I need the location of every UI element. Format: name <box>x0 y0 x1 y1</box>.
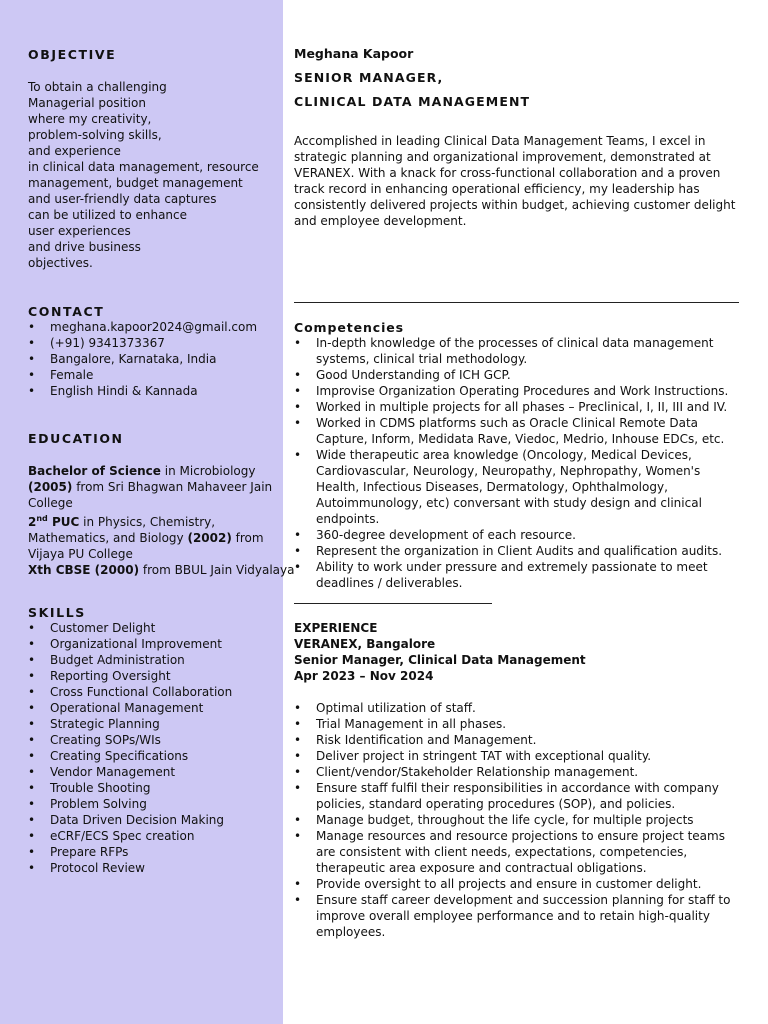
objective-line: user experiences <box>28 224 131 238</box>
contact-languages: • English Hindi & Kannada <box>28 383 257 399</box>
experience-section <box>294 620 744 684</box>
experience-item: • Ensure staff career development and succession planning for staff to improve overall employee performance and to retain high-quality employees. <box>294 892 742 940</box>
experience-item: • Deliver project in stringent TAT with exceptional quality. <box>294 748 742 764</box>
education-degree-2: 2nd PUC in Physics, Chemistry, <box>28 514 216 529</box>
sidebar <box>0 0 295 1024</box>
objective-line: and experience <box>28 144 121 158</box>
objective-line: Managerial position <box>28 96 146 110</box>
skill-item: • Creating Specifications <box>28 748 232 764</box>
objective-line: To obtain a challenging <box>28 80 167 94</box>
skills-section <box>28 605 86 620</box>
skill-item: • eCRF/ECS Spec creation <box>28 828 232 844</box>
competency-item: • Ability to work under pressure and extremely passionate to meet deadlines / deliverables. <box>294 559 742 591</box>
competency-item: • In-depth knowledge of the processes of clinical data management systems, clinical trial methodology. <box>294 335 742 367</box>
objective-line: management, budget management <box>28 176 243 190</box>
objective-title: OBJECTIVE <box>28 47 117 62</box>
divider <box>294 302 739 303</box>
education-degree-1: Bachelor of Science in Microbiology <box>28 464 256 478</box>
experience-item: • Risk Identification and Management. <box>294 732 742 748</box>
skill-item: • Creating SOPs/WIs <box>28 732 232 748</box>
contact-phone[interactable]: • (+91) 9341373367 <box>28 335 257 351</box>
experience-item: • Optimal utilization of staff. <box>294 700 742 716</box>
contact-title: CONTACT <box>28 304 105 319</box>
competency-item: • Worked in multiple projects for all phases – Preclinical, I, II, III and IV. <box>294 399 742 415</box>
contact-email[interactable]: • meghana.kapoor2024@gmail.com <box>28 319 257 335</box>
education-list <box>28 463 295 578</box>
job-title-line-2: CLINICAL DATA MANAGEMENT <box>294 94 531 109</box>
competency-item: • 360-degree development of each resource. <box>294 527 742 543</box>
objective-line: problem-solving skills, <box>28 128 162 142</box>
education-title: EDUCATION <box>28 431 124 446</box>
skill-item: • Trouble Shooting <box>28 780 232 796</box>
objective-line: and user-friendly data captures <box>28 192 217 206</box>
education-degree-3: Xth CBSE (2000) from BBUL Jain Vidyalaya <box>28 563 295 577</box>
education-degree-2-line3: Vijaya PU College <box>28 547 133 561</box>
contact-gender: • Female <box>28 367 257 383</box>
experience-item: • Client/vendor/Stakeholder Relationship management. <box>294 764 742 780</box>
objective-line: and drive business <box>28 240 141 254</box>
skill-item: • Cross Functional Collaboration <box>28 684 232 700</box>
experience-company: VERANEX, Bangalore <box>294 637 436 651</box>
skill-item: • Vendor Management <box>28 764 232 780</box>
divider <box>294 603 492 604</box>
objective-section <box>28 47 116 62</box>
experience-item: • Trial Management in all phases. <box>294 716 742 732</box>
education-section <box>28 431 124 446</box>
skill-item: • Reporting Oversight <box>28 668 232 684</box>
summary-paragraph: Accomplished in leading Clinical Data Management Teams, I excel in strategic planning and organizational improvement, demonstrated at VERANEX. With a knack for cross-functional collaboration and a proven track record in enhancing operational efficiency, my leadership has consistently delivered projects within budget, achieving customer delight and employee development. <box>294 134 736 228</box>
education-degree-1-line3: College <box>28 496 73 510</box>
skill-item: • Prepare RFPs <box>28 844 232 860</box>
competency-item: • Wide therapeutic area knowledge (Oncology, Medical Devices, Cardiovascular, Neurology, Neuropathy, Nephropathy, Women's Health, Infectious Diseases, Dermatology, Ophthalmology, Autoimmunology, etc) conversant with study design and clinical endpoints. <box>294 447 742 527</box>
contact-list <box>28 319 257 399</box>
objective-line: in clinical data management, resource <box>28 160 259 174</box>
contact-section <box>28 304 104 319</box>
competency-item: • Improvise Organization Operating Procedures and Work Instructions. <box>294 383 742 399</box>
competency-item: • Good Understanding of ICH GCP. <box>294 367 742 383</box>
objective-line: objectives. <box>28 256 93 270</box>
experience-item: • Manage resources and resource projections to ensure project teams are consistent with client needs, expectations, competencies, therapeutic area exposure and contractual obligations. <box>294 828 742 876</box>
skill-item: • Data Driven Decision Making <box>28 812 232 828</box>
experience-item: • Manage budget, throughout the life cycle, for multiple projects <box>294 812 742 828</box>
skill-item: • Customer Delight <box>28 620 232 636</box>
experience-item: • Ensure staff fulfil their responsibilities in accordance with company policies, standard operating procedures (SOP), and policies. <box>294 780 742 812</box>
skill-item: • Organizational Improvement <box>28 636 232 652</box>
objective-text <box>28 79 259 271</box>
skills-list <box>28 620 232 876</box>
education-degree-2-line2: Mathematics, and Biology (2002) from <box>28 531 264 545</box>
competencies-title: Competencies <box>294 320 404 335</box>
skill-item: • Budget Administration <box>28 652 232 668</box>
skills-title: SKILLS <box>28 605 86 620</box>
experience-list <box>294 700 742 940</box>
skill-item: • Strategic Planning <box>28 716 232 732</box>
experience-dates: Apr 2023 – Nov 2024 <box>294 669 434 683</box>
skill-item: • Operational Management <box>28 700 232 716</box>
competency-item: • Represent the organization in Client Audits and qualification audits. <box>294 543 742 559</box>
objective-line: where my creativity, <box>28 112 152 126</box>
objective-line: can be utilized to enhance <box>28 208 188 222</box>
skill-item: • Protocol Review <box>28 860 232 876</box>
experience-item: • Provide oversight to all projects and ensure in customer delight. <box>294 876 742 892</box>
job-title-line-1: SENIOR MANAGER, <box>294 70 444 85</box>
education-degree-1-line2: (2005) from Sri Bhagwan Mahaveer Jain <box>28 480 273 494</box>
skill-item: • Problem Solving <box>28 796 232 812</box>
competency-item: • Worked in CDMS platforms such as Oracle Clinical Remote Data Capture, Inform, Medidata Rave, Viedoc, Medrio, Inhouse EDCs, etc. <box>294 415 742 447</box>
experience-role: Senior Manager, Clinical Data Management <box>294 653 586 667</box>
competencies-section <box>294 320 404 335</box>
experience-title: EXPERIENCE <box>294 621 378 635</box>
contact-location: • Bangalore, Karnataka, India <box>28 351 257 367</box>
competencies-list <box>294 335 742 591</box>
candidate-name: Meghana Kapoor <box>294 46 414 61</box>
